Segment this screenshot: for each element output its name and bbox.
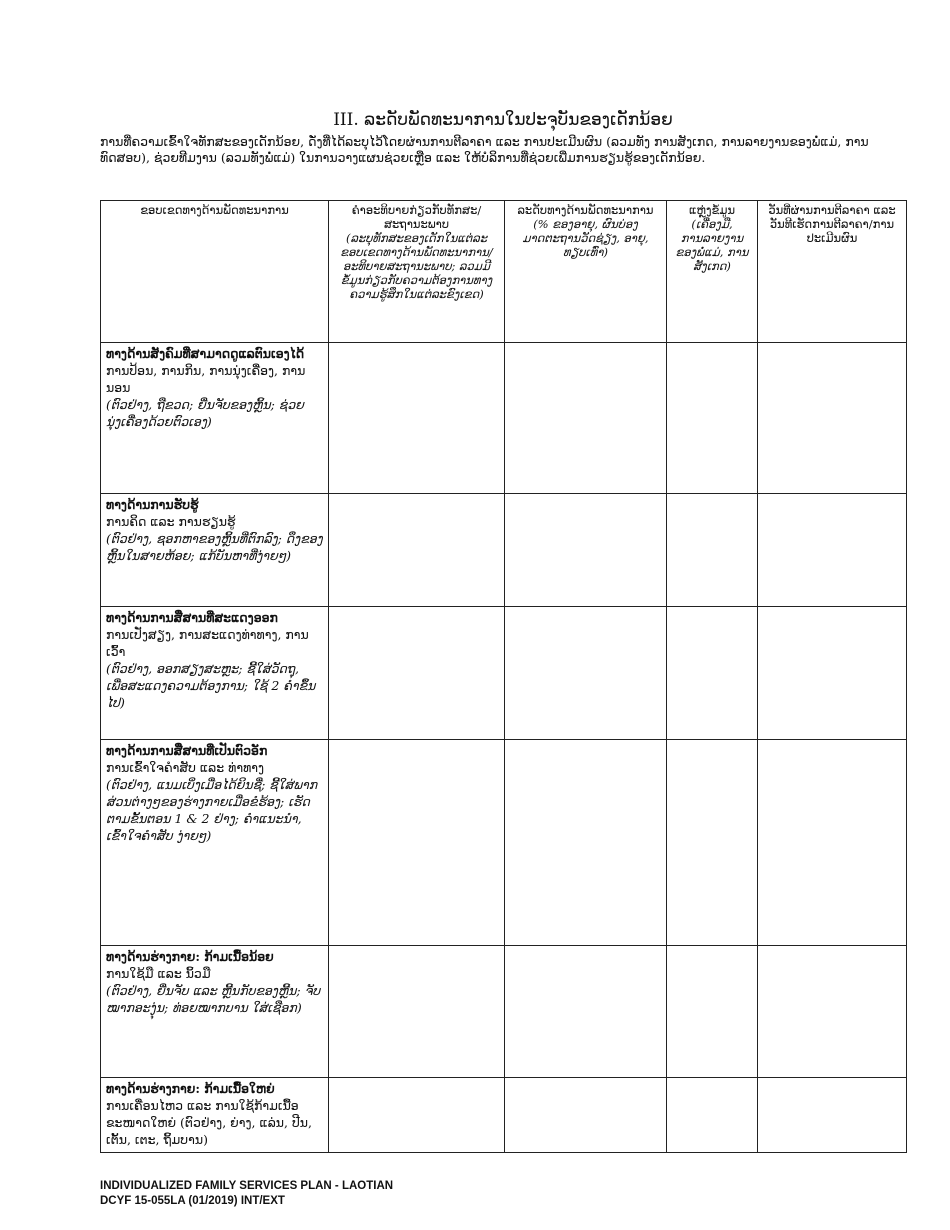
source-cell[interactable] [667, 946, 758, 1078]
evaluation-date-cell[interactable] [758, 607, 907, 740]
developmental-level-cell[interactable] [505, 607, 667, 740]
column-header-domain: ຂອບເຂດທາງດ້ານພັດທະນາການ [101, 201, 329, 343]
evaluation-date-cell[interactable] [758, 343, 907, 494]
row-label-expressive-communication: ທາງດ້ານການສື່ສານທີ່ສະແດງອອກ ການເປັ່ງສຽງ, ການສະແດງທ່າທາງ, ການເວົ້າ (ຕົວຢ່າງ, ອອກສຽງສະຫຼະ; ຊີ້ໃສ່ວັດຖຸ, ເພື່ອສະແດງຄວາມຕ້ອງການ; ໃຊ້ 2 ຄຳຂຶ້ນໄປ) [101, 607, 329, 740]
evaluation-date-cell[interactable] [758, 1078, 907, 1153]
column-header-evaluation-date: ວັນທີ່ຜ່ານການຕີລາຄາ ແລະ ວັນທີເຮັດການຕີລາຄາ/ການປະເມີນຜົນ [758, 201, 907, 343]
developmental-level-cell[interactable] [505, 343, 667, 494]
table-row [101, 740, 907, 946]
skills-status-cell[interactable] [329, 740, 505, 946]
skills-status-cell[interactable] [329, 946, 505, 1078]
table-row [101, 607, 907, 740]
row-label-receptive-communication: ທາງດ້ານການສື່ສານທີ່ເປັນຕົວອັກ ການເຂົ້າໃຈຄຳສັບ ແລະ ທ່າທາງ (ຕົວຢ່າງ, ແນມເບິ່ງເມື່ອໄດ້ຍິນຊື່; ຊີ້ໃສ່ພາກສ່ວນຕ່າງໆຂອງຮ່າງກາຍເມື່ອຂໍຮ້ອງ; ເຮັດຕາມຂັ້ນຕອນ 1 & 2 ຢ່າງ; ຄຳແນະນຳ, ເຂົ້າໃຈຄຳສັບ ງ່າຍໆ) [101, 740, 329, 946]
evaluation-date-cell[interactable] [758, 494, 907, 607]
source-cell[interactable] [667, 1078, 758, 1153]
source-cell[interactable] [667, 494, 758, 607]
footer-form-title: INDIVIDUALIZED FAMILY SERVICES PLAN - LAOTIAN [100, 1180, 394, 1192]
evaluation-date-cell[interactable] [758, 946, 907, 1078]
column-header-source: ແຫຼ່ງຂໍ້ມູນ (ເຄື່ອງມື, ການລາຍງານຂອງພໍ່ແມ່, ການສັງເກດ) [667, 201, 758, 343]
evaluation-date-cell[interactable] [758, 740, 907, 946]
skills-status-cell[interactable] [329, 1078, 505, 1153]
source-cell[interactable] [667, 607, 758, 740]
column-header-developmental-level: ລະດັບທາງດ້ານພັດທະນາການ (% ຂອງອາຍຸ, ຜົນບ່ອງ ມາດຕະຖານວັດຊ່ຽງ, ອາຍຸ, ທຽບເທົ່າ) [505, 201, 667, 343]
intro-paragraph: ການທີ່ຄວາມເຂົ້າໃຈທັກສະຂອງເດັກນ້ອຍ, ດັ່ງທີ່ໄດ້ລະບຸໄວ້ໂດຍຜ່ານການຕີລາຄາ ແລະ ການປະເມີນຜົນ (ລວມທັງ ການສັງເກດ, ການລາຍງານຂອງພໍ່ແມ່, ການທົດສອບ), ຊ່ວຍທີມງານ (ລວມທັງພໍ່ແມ່) ໃນການວາງແຜນຊ່ວຍເຫຼືອ ແລະ ໃຫ້ບໍລິການທີ່ຊ່ວຍເພີ່ມການຮຽນຮູ້ຂອງເດັກນ້ອຍ. [100, 134, 869, 165]
footer-form-number: DCYF 15-055LA (01/2019) INT/EXT [100, 1195, 285, 1207]
table-row [101, 494, 907, 607]
developmental-level-cell[interactable] [505, 740, 667, 946]
table-row [101, 1078, 907, 1153]
row-label-adaptive: ທາງດ້ານສັງຄົມທີ່ສາມາດດູແລຕົນເອງໄດ້ ການປ້ອນ, ການກິນ, ການນຸ່ງເຄື່ອງ, ການນອນ (ຕົວຢ່າງ, ຖືຂວດ; ຍື່ນຈັບຂອງຫຼິ້ນ; ຊ່ວຍນຸ່ງເຄື່ອງດ້ວຍຕົວເອງ) [101, 343, 329, 494]
developmental-level-cell[interactable] [505, 1078, 667, 1153]
source-cell[interactable] [667, 740, 758, 946]
table-row [101, 946, 907, 1078]
page-title: III. ລະດັບພັດທະນາການໃນປະຈຸບັນຂອງເດັກນ້ອຍ [333, 110, 673, 130]
table-row [101, 343, 907, 494]
skills-status-cell[interactable] [329, 494, 505, 607]
source-cell[interactable] [667, 343, 758, 494]
row-label-gross-motor: ທາງດ້ານຮ່າງກາຍ: ກ້າມເນື້ອໃຫຍ່ ການເຄື່ອນໄຫວ ແລະ ການໃຊ້ກ້າມເນື້ອຂະໜາດໃຫຍ່ (ຕົວຢ່າງ, ຍ່າງ, ແລ່ນ, ປີນ, ເຕັ້ນ, ເຕະ, ຖິ້ມບານ) [101, 1078, 329, 1153]
developmental-level-cell[interactable] [505, 494, 667, 607]
row-label-cognitive: ທາງດ້ານການຮັບຮູ້ ການຄິດ ແລະ ການຮຽນຮູ້ (ຕົວຢ່າງ, ຊອກຫາຂອງຫຼິ້ນທີ່ຕົກລົງ; ດຶງຂອງຫຼິ້ນໃນສາຍຫ້ອຍ; ແກ້ບັນຫາທີ່ງ່າຍໆ) [101, 494, 329, 607]
developmental-level-cell[interactable] [505, 946, 667, 1078]
column-header-skills-status: ຄຳອະທິບາຍກ່ຽວກັບທັກສະ/ສະຖານະພາບ (ລະບຸທັກສະຂອງເດັກໃນແຕ່ລະຂອບເຂດທາງດ້ານພັດທະນາການ/ອະທິບາຍສະຖານະພາບ; ລວມມີຂໍ້ມູນກ່ຽວກັບຄວາມຕ້ອງການທາງຄວາມຮູ້ສຶກໃນແຕ່ລະຂົງເຂດ) [329, 201, 505, 343]
row-label-fine-motor: ທາງດ້ານຮ່າງກາຍ: ກ້າມເນື້ອນ້ອຍ ການໃຊ້ມື ແລະ ນິ້ວມື (ຕົວຢ່າງ, ຍື່ນຈັບ ແລະ ຫຼີ້ນກັບຂອງຫຼີ້ນ; ຈັບໝາກອະງຸ່ນ; ທ່ອຍໝາກບານ ໃສ່ເຊືອກ) [101, 946, 329, 1078]
skills-status-cell[interactable] [329, 343, 505, 494]
skills-status-cell[interactable] [329, 607, 505, 740]
developmental-levels-table [100, 200, 907, 1153]
